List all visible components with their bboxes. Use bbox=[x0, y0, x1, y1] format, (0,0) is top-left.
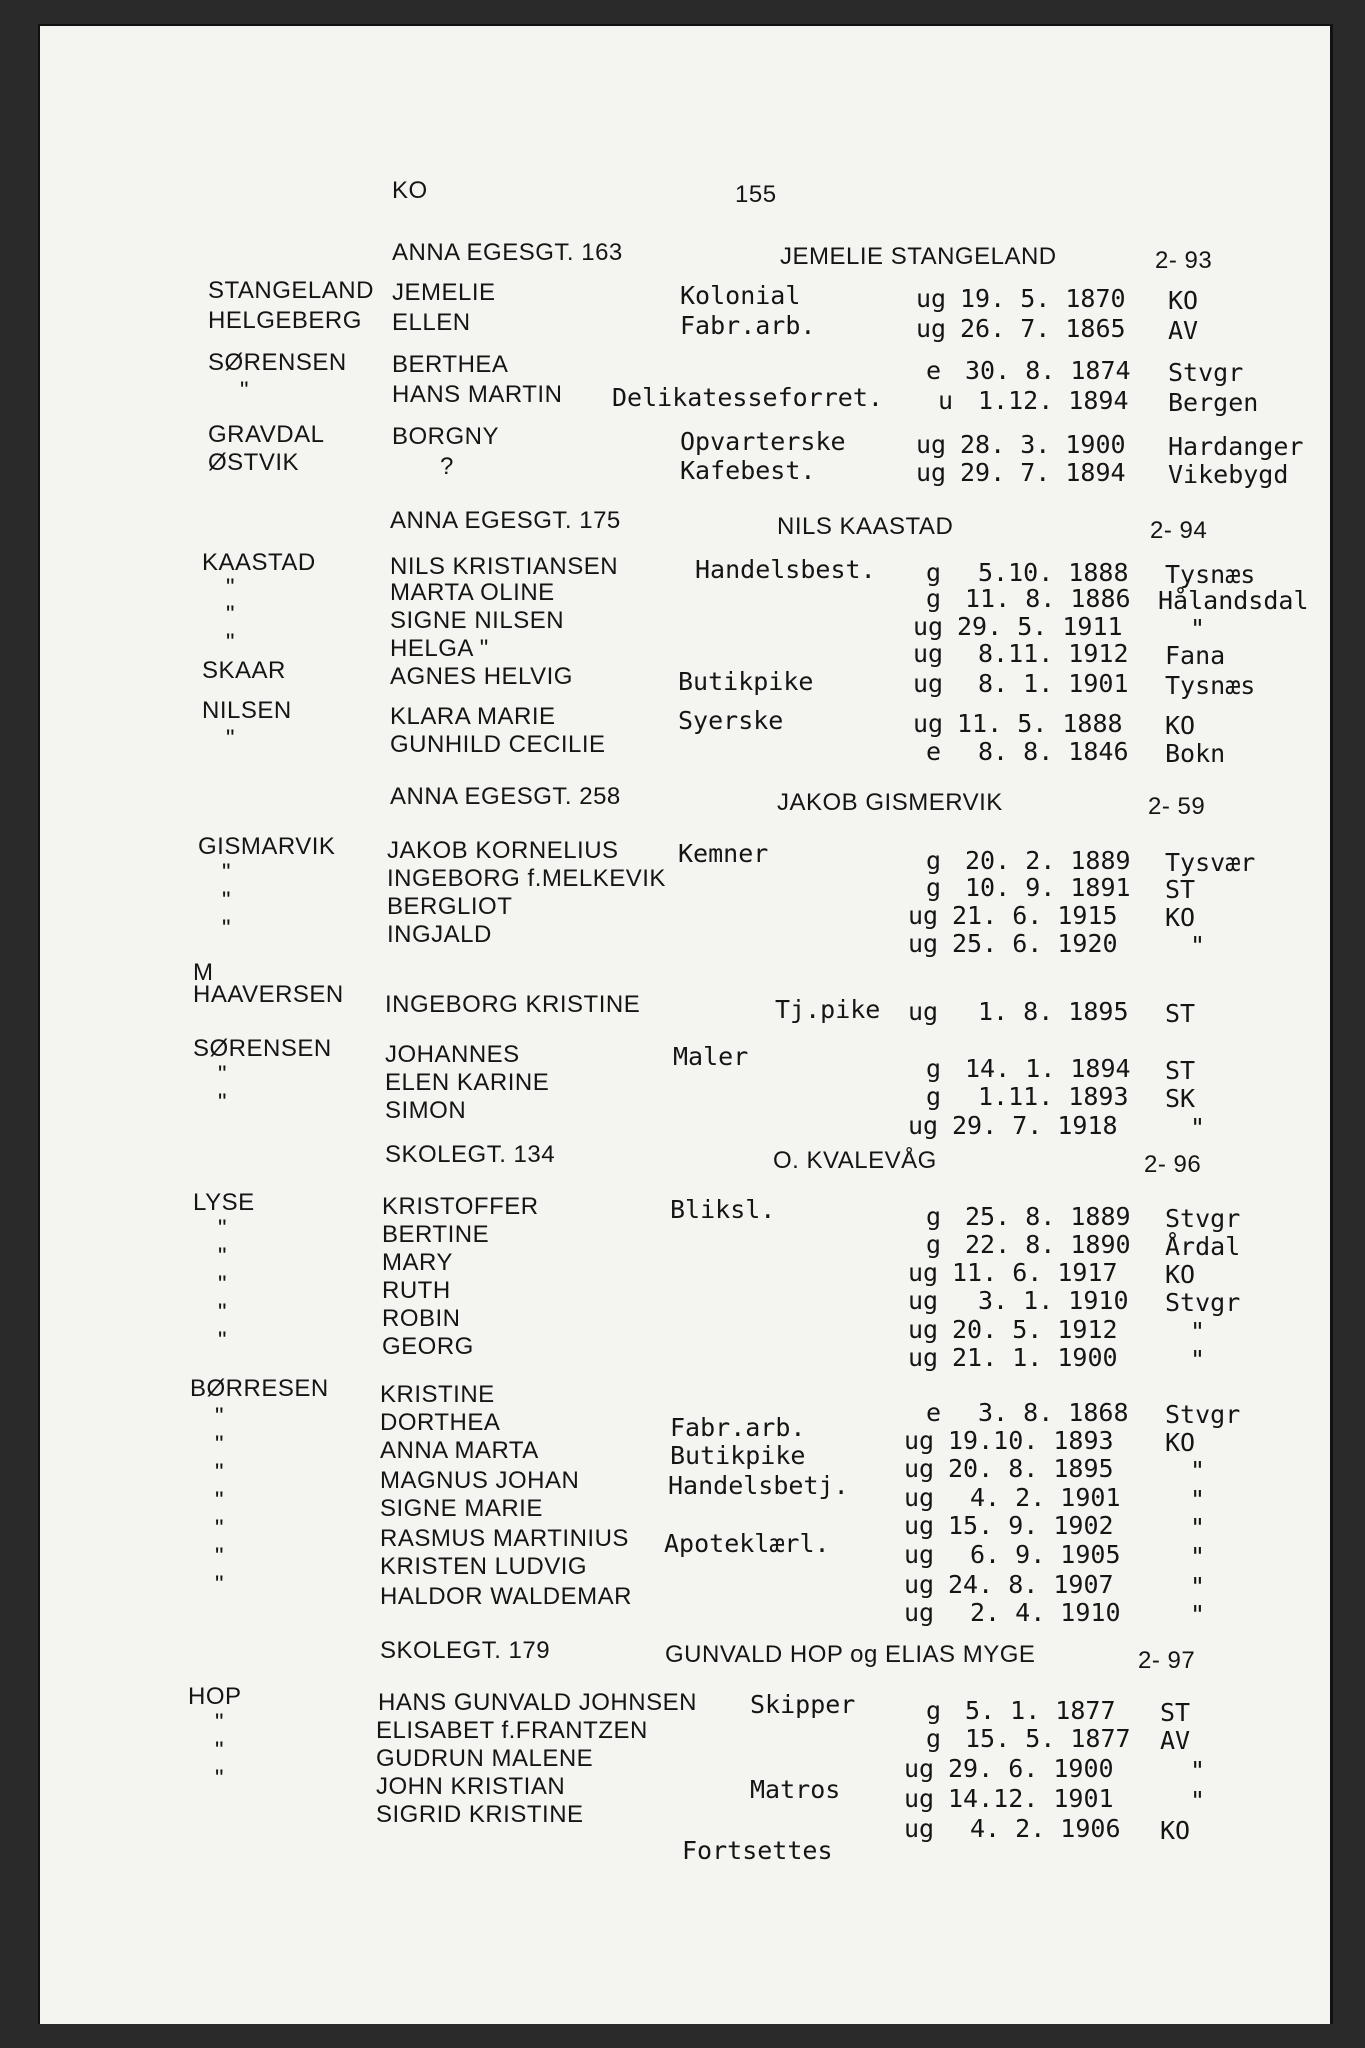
birth-place: Tysvær bbox=[1165, 848, 1256, 877]
occupation: Handelsbetj. bbox=[668, 1471, 849, 1500]
given-name: HANS MARTIN bbox=[392, 381, 563, 408]
occupation: Apoteklærl. bbox=[664, 1529, 830, 1558]
birth-date: 15. 5. 1877 bbox=[965, 1724, 1131, 1753]
given-name: SIGRID KRISTINE bbox=[376, 1801, 584, 1828]
given-name: BERGLIOT bbox=[387, 893, 513, 920]
birth-date: 8.11. 1912 bbox=[978, 639, 1129, 668]
birth-date: 8. 1. 1901 bbox=[978, 669, 1129, 698]
occupation: Handelsbest. bbox=[695, 555, 876, 584]
birth-place: KO bbox=[1165, 1260, 1196, 1289]
given-name: ELISABET f.FRANTZEN bbox=[376, 1717, 648, 1744]
birth-place: " bbox=[1190, 1542, 1206, 1571]
occupation: Butikpike bbox=[670, 1441, 806, 1470]
occupation: Opvarterske bbox=[680, 427, 846, 456]
birth-place: Bokn bbox=[1165, 739, 1226, 768]
birth-date: 19.10. 1893 bbox=[948, 1426, 1114, 1455]
marital-status: ug bbox=[908, 1258, 939, 1287]
given-name: ROBIN bbox=[382, 1305, 461, 1332]
marital-status: ug bbox=[908, 929, 939, 958]
block-number: 2- 93 bbox=[1155, 247, 1213, 274]
birth-place: ST bbox=[1165, 999, 1196, 1028]
birth-place: Bergen bbox=[1168, 388, 1259, 417]
marital-status: ug bbox=[916, 430, 947, 459]
marital-status: ug bbox=[916, 284, 947, 313]
birth-place: Vikebygd bbox=[1168, 460, 1289, 489]
given-name: ? bbox=[440, 453, 454, 480]
surname: " bbox=[218, 1089, 228, 1116]
marital-status: ug bbox=[904, 1540, 935, 1569]
marital-status: g bbox=[926, 1230, 942, 1259]
birth-date: 24. 8. 1907 bbox=[948, 1570, 1114, 1599]
birth-place: KO bbox=[1165, 1428, 1196, 1457]
birth-date: 3. 8. 1868 bbox=[978, 1398, 1129, 1427]
marital-status: g bbox=[926, 1724, 942, 1753]
birth-date: 22. 8. 1890 bbox=[965, 1230, 1131, 1259]
surname: " bbox=[226, 574, 236, 601]
block-owner: GUNVALD HOP og ELIAS MYGE bbox=[665, 1641, 1036, 1668]
marital-status: ug bbox=[913, 639, 944, 668]
block-number: 2- 97 bbox=[1138, 1647, 1196, 1674]
birth-date: 8. 8. 1846 bbox=[978, 737, 1129, 766]
birth-place: Hålandsdal bbox=[1158, 586, 1309, 615]
marital-status: e bbox=[926, 356, 942, 385]
marital-status: g bbox=[926, 558, 942, 587]
given-name: HANS GUNVALD JOHNSEN bbox=[378, 1689, 697, 1716]
block-number: 2- 59 bbox=[1148, 793, 1206, 820]
birth-date: 11. 8. 1886 bbox=[965, 584, 1131, 613]
marital-status: ug bbox=[908, 997, 939, 1026]
surname: " bbox=[218, 1243, 228, 1270]
marital-status: ug bbox=[904, 1814, 935, 1843]
given-name: INGJALD bbox=[387, 921, 492, 948]
birth-place: Fana bbox=[1165, 641, 1226, 670]
given-name: DORTHEA bbox=[380, 1409, 501, 1436]
marital-status: u bbox=[938, 386, 954, 415]
birth-date: 25. 8. 1889 bbox=[965, 1202, 1131, 1231]
block-address: SKOLEGT. 179 bbox=[380, 1637, 551, 1664]
block-address: ANNA EGESGT. 175 bbox=[390, 507, 621, 534]
birth-place: Tysnæs bbox=[1165, 671, 1256, 700]
surname: " bbox=[218, 1215, 228, 1242]
marital-status: ug bbox=[904, 1784, 935, 1813]
occupation: Matros bbox=[750, 1775, 841, 1804]
occupation: Maler bbox=[673, 1042, 749, 1071]
birth-place: " bbox=[1190, 1572, 1206, 1601]
block-owner: NILS KAASTAD bbox=[777, 513, 954, 540]
given-name: KRISTINE bbox=[380, 1381, 495, 1408]
birth-place: " bbox=[1190, 1513, 1206, 1542]
surname: " bbox=[222, 859, 232, 886]
birth-date: 3. 1. 1910 bbox=[978, 1286, 1129, 1315]
marital-status: ug bbox=[904, 1570, 935, 1599]
block-address: ANNA EGESGT. 163 bbox=[392, 239, 623, 266]
given-name: JOHANNES bbox=[385, 1041, 520, 1068]
given-name: GUDRUN MALENE bbox=[376, 1745, 594, 1772]
birth-date: 15. 9. 1902 bbox=[948, 1511, 1114, 1540]
birth-place: Stvgr bbox=[1168, 358, 1244, 387]
surname: HAAVERSEN bbox=[193, 981, 344, 1008]
occupation: Tj.pike bbox=[775, 995, 881, 1024]
birth-date: 6. 9. 1905 bbox=[970, 1540, 1121, 1569]
occupation: Skipper bbox=[750, 1690, 856, 1719]
block-owner: JEMELIE STANGELAND bbox=[780, 243, 1057, 270]
given-name: SIGNE NILSEN bbox=[390, 607, 565, 634]
surname: " bbox=[215, 1737, 225, 1764]
marital-status: ug bbox=[904, 1483, 935, 1512]
surname: " bbox=[215, 1487, 225, 1514]
birth-date: 19. 5. 1870 bbox=[960, 284, 1126, 313]
marital-status: e bbox=[926, 1398, 942, 1427]
given-name: INGEBORG f.MELKEVIK bbox=[387, 865, 666, 892]
birth-place: " bbox=[1190, 1317, 1206, 1346]
surname: GISMARVIK bbox=[198, 833, 336, 860]
given-name: RASMUS MARTINIUS bbox=[380, 1525, 629, 1552]
birth-place: SK bbox=[1165, 1084, 1196, 1113]
occupation: Butikpike bbox=[678, 667, 814, 696]
birth-date: 29. 5. 1911 bbox=[957, 612, 1123, 641]
surname: SKAAR bbox=[202, 657, 286, 684]
marital-status: ug bbox=[904, 1598, 935, 1627]
birth-place: ST bbox=[1160, 1698, 1191, 1727]
birth-date: 29. 6. 1900 bbox=[948, 1754, 1114, 1783]
birth-place: KO bbox=[1160, 1816, 1191, 1845]
surname: " bbox=[222, 915, 232, 942]
given-name: JAKOB KORNELIUS bbox=[387, 837, 619, 864]
given-name: ELEN KARINE bbox=[385, 1069, 550, 1096]
surname: " bbox=[215, 1571, 225, 1598]
birth-place: AV bbox=[1160, 1726, 1191, 1755]
marital-status: g bbox=[926, 1202, 942, 1231]
given-name: GEORG bbox=[382, 1333, 474, 1360]
birth-date: 4. 2. 1901 bbox=[970, 1483, 1121, 1512]
given-name: MAGNUS JOHAN bbox=[380, 1467, 580, 1494]
birth-date: 20. 5. 1912 bbox=[952, 1315, 1118, 1344]
census-page bbox=[38, 24, 1333, 2024]
given-name: KRISTEN LUDVIG bbox=[380, 1553, 588, 1580]
surname: " bbox=[215, 1515, 225, 1542]
given-name: ANNA MARTA bbox=[380, 1437, 539, 1464]
surname: STANGELAND bbox=[208, 277, 374, 304]
birth-date: 5.10. 1888 bbox=[978, 558, 1129, 587]
surname: BØRRESEN bbox=[190, 1375, 329, 1402]
surname: " bbox=[218, 1061, 228, 1088]
surname: " bbox=[218, 1299, 228, 1326]
birth-place: Stvgr bbox=[1165, 1204, 1241, 1233]
birth-date: 1.11. 1893 bbox=[978, 1082, 1129, 1111]
given-name: SIGNE MARIE bbox=[380, 1495, 543, 1522]
marital-status: ug bbox=[908, 1111, 939, 1140]
birth-place: Hardanger bbox=[1168, 432, 1304, 461]
given-name: HELGA " bbox=[390, 635, 489, 662]
marital-status: g bbox=[926, 1082, 942, 1111]
given-name: KRISTOFFER bbox=[382, 1193, 539, 1220]
given-name: RUTH bbox=[382, 1277, 451, 1304]
given-name: BERTHEA bbox=[392, 351, 509, 378]
marital-status: ug bbox=[908, 1315, 939, 1344]
birth-place: " bbox=[1190, 1786, 1206, 1815]
occupation: Bliksl. bbox=[670, 1195, 776, 1224]
block-owner: JAKOB GISMERVIK bbox=[777, 789, 1003, 816]
birth-date: 26. 7. 1865 bbox=[960, 314, 1126, 343]
surname: SØRENSEN bbox=[208, 349, 347, 376]
birth-date: 21. 1. 1900 bbox=[952, 1343, 1118, 1372]
surname: " bbox=[215, 1431, 225, 1458]
birth-place: Tysnæs bbox=[1165, 560, 1256, 589]
page-number: 155 bbox=[735, 181, 777, 208]
continued-note: Fortsettes bbox=[682, 1836, 833, 1865]
marital-status: ug bbox=[913, 669, 944, 698]
surname: HOP bbox=[188, 1683, 242, 1710]
marital-status: e bbox=[926, 737, 942, 766]
marital-status: g bbox=[926, 846, 942, 875]
birth-place: ST bbox=[1165, 1056, 1196, 1085]
birth-place: Årdal bbox=[1165, 1232, 1241, 1261]
given-name: AGNES HELVIG bbox=[390, 663, 573, 690]
birth-place: KO bbox=[1165, 711, 1196, 740]
block-owner: O. KVALEVÅG bbox=[773, 1147, 937, 1174]
given-name: ELLEN bbox=[392, 309, 471, 336]
birth-place: Stvgr bbox=[1165, 1400, 1241, 1429]
marital-status: ug bbox=[904, 1511, 935, 1540]
marital-status: ug bbox=[904, 1454, 935, 1483]
birth-date: 20. 8. 1895 bbox=[948, 1454, 1114, 1483]
birth-date: 14. 1. 1894 bbox=[965, 1054, 1131, 1083]
given-name: GUNHILD CECILIE bbox=[390, 731, 606, 758]
surname: GRAVDAL bbox=[208, 421, 325, 448]
marital-status: g bbox=[926, 873, 942, 902]
birth-date: 29. 7. 1918 bbox=[952, 1111, 1118, 1140]
birth-place: KO bbox=[1165, 903, 1196, 932]
birth-place: " bbox=[1190, 1345, 1206, 1374]
surname: " bbox=[215, 1765, 225, 1792]
birth-date: 2. 4. 1910 bbox=[970, 1598, 1121, 1627]
occupation: Kafebest. bbox=[680, 456, 816, 485]
given-name: KLARA MARIE bbox=[390, 703, 556, 730]
marital-status: ug bbox=[908, 1286, 939, 1315]
surname: " bbox=[240, 377, 250, 404]
surname: SØRENSEN bbox=[193, 1035, 332, 1062]
surname: " bbox=[215, 1459, 225, 1486]
given-name: BORGNY bbox=[392, 423, 500, 450]
given-name: JOHN KRISTIAN bbox=[376, 1773, 566, 1800]
birth-place: " bbox=[1190, 614, 1206, 643]
marital-status: ug bbox=[908, 1343, 939, 1372]
birth-date: 1.12. 1894 bbox=[978, 386, 1129, 415]
block-address: SKOLEGT. 134 bbox=[385, 1141, 556, 1168]
surname: M bbox=[193, 959, 214, 986]
surname: " bbox=[218, 1271, 228, 1298]
given-name: MARTA OLINE bbox=[390, 579, 555, 606]
birth-place: " bbox=[1190, 1485, 1206, 1514]
birth-date: 1. 8. 1895 bbox=[978, 997, 1129, 1026]
birth-date: 21. 6. 1915 bbox=[952, 901, 1118, 930]
occupation: Delikatesseforret. bbox=[612, 383, 883, 412]
birth-place: " bbox=[1190, 1113, 1206, 1142]
marital-status: g bbox=[926, 584, 942, 613]
birth-date: 11. 5. 1888 bbox=[957, 709, 1123, 738]
birth-place: AV bbox=[1168, 316, 1199, 345]
surname: " bbox=[226, 725, 236, 752]
given-name: BERTINE bbox=[382, 1221, 490, 1248]
surname: " bbox=[222, 887, 232, 914]
marital-status: ug bbox=[904, 1426, 935, 1455]
surname: KAASTAD bbox=[202, 549, 316, 576]
birth-date: 20. 2. 1889 bbox=[965, 846, 1131, 875]
birth-date: 5. 1. 1877 bbox=[965, 1696, 1116, 1725]
surname: " bbox=[226, 629, 236, 656]
given-name: MARY bbox=[382, 1249, 453, 1276]
marital-status: g bbox=[926, 1696, 942, 1725]
birth-date: 4. 2. 1906 bbox=[970, 1814, 1121, 1843]
marital-status: ug bbox=[913, 709, 944, 738]
birth-date: 29. 7. 1894 bbox=[960, 458, 1126, 487]
birth-place: Stvgr bbox=[1165, 1288, 1241, 1317]
occupation: Fabr.arb. bbox=[680, 311, 816, 340]
birth-place: " bbox=[1190, 1456, 1206, 1485]
birth-place: " bbox=[1190, 1756, 1206, 1785]
birth-place: ST bbox=[1165, 875, 1196, 904]
block-address: ANNA EGESGT. 258 bbox=[390, 783, 621, 810]
surname: " bbox=[226, 601, 236, 628]
block-number: 2- 94 bbox=[1150, 517, 1208, 544]
surname: " bbox=[215, 1543, 225, 1570]
marital-status: ug bbox=[904, 1754, 935, 1783]
birth-date: 28. 3. 1900 bbox=[960, 430, 1126, 459]
surname: " bbox=[215, 1709, 225, 1736]
birth-date: 10. 9. 1891 bbox=[965, 873, 1131, 902]
surname: LYSE bbox=[193, 1189, 255, 1216]
surname: NILSEN bbox=[202, 697, 292, 724]
surname: HELGEBERG bbox=[208, 307, 362, 334]
given-name: INGEBORG KRISTINE bbox=[385, 991, 641, 1018]
surname: ØSTVIK bbox=[208, 449, 300, 476]
birth-date: 25. 6. 1920 bbox=[952, 929, 1118, 958]
birth-place: " bbox=[1190, 1600, 1206, 1629]
birth-date: 30. 8. 1874 bbox=[965, 356, 1131, 385]
given-name: SIMON bbox=[385, 1097, 467, 1124]
marital-status: ug bbox=[913, 612, 944, 641]
surname: " bbox=[215, 1403, 225, 1430]
birth-date: 14.12. 1901 bbox=[948, 1784, 1114, 1813]
birth-date: 11. 6. 1917 bbox=[952, 1258, 1118, 1287]
surname: " bbox=[218, 1327, 228, 1354]
given-name: HALDOR WALDEMAR bbox=[380, 1583, 632, 1610]
occupation: Kolonial bbox=[680, 281, 801, 310]
block-number: 2- 96 bbox=[1144, 1151, 1202, 1178]
page-code: KO bbox=[392, 177, 428, 204]
given-name: NILS KRISTIANSEN bbox=[390, 553, 619, 580]
birth-place: " bbox=[1190, 931, 1206, 960]
birth-place: KO bbox=[1168, 286, 1199, 315]
occupation: Fabr.arb. bbox=[670, 1413, 806, 1442]
marital-status: ug bbox=[908, 901, 939, 930]
occupation: Syerske bbox=[678, 706, 784, 735]
occupation: Kemner bbox=[678, 839, 769, 868]
given-name: JEMELIE bbox=[392, 279, 496, 306]
marital-status: ug bbox=[916, 458, 947, 487]
marital-status: g bbox=[926, 1054, 942, 1083]
marital-status: ug bbox=[916, 314, 947, 343]
